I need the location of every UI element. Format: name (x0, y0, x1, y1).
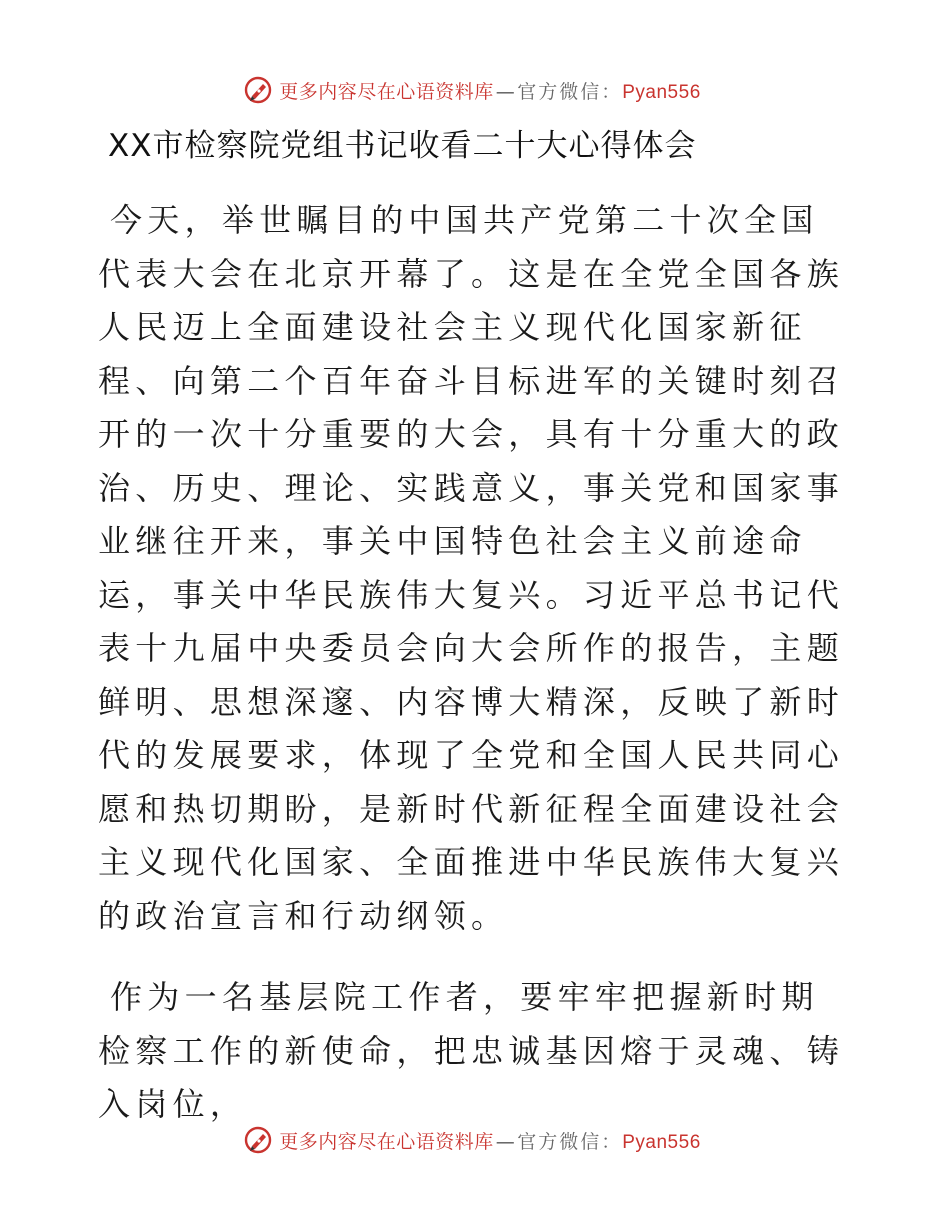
banner-wechat-handle: Pyan556 (622, 1131, 701, 1153)
banner-wechat-label: 官方微信： (517, 1130, 623, 1153)
document-title: XX市检察院党组书记收看二十大心得体会 (108, 128, 697, 164)
footer-banner-text (279, 1127, 701, 1154)
banner-main-text: 更多内容尽在心语资料库 (279, 80, 494, 103)
paragraph-2: 作为一名基层院工作者，要牢牢把握新时期检察工作的新使命，把忠诚基因熔于灵魂、铸入岗位， (98, 978, 845, 1123)
banner-wechat-label: 官方微信： (517, 80, 623, 103)
banner-dash: — (495, 1130, 516, 1153)
banner-dash: — (495, 80, 516, 103)
banner-wechat-handle: Pyan556 (622, 81, 701, 103)
paragraph-1: 今天，举世瞩目的中国共产党第二十次全国代表大会在北京开幕了。这是在全党全国各族人民迈上全面建设社会主义现代化国家新征程、向第二个百年奋斗目标进军的关键时刻召开的一次十分重要的大会，具有十分重大的政治、历史、理论、实践意义，事关党和国家事业继往开来，事关中国特色社会主义前途命运，事关中华民族伟大复兴。习近平总书记代表十九届中央委员会向大会所作的报告，主题鲜明、思想深邃、内容博大精深，反映了新时代的发展要求，体现了全党和全国人民共同心愿和热切期盼，是新时代新征程全面建设社会主义现代化国家、全面推进中华民族伟大复兴的政治宣言和行动纲领。 (98, 201, 845, 935)
pen-logo-icon (243, 75, 273, 105)
banner-main-text: 更多内容尽在心语资料库 (279, 1130, 494, 1153)
header-banner-text (279, 77, 701, 104)
header-banner (0, 70, 950, 110)
footer-banner (0, 1120, 950, 1160)
pen-logo-icon (243, 1125, 273, 1155)
